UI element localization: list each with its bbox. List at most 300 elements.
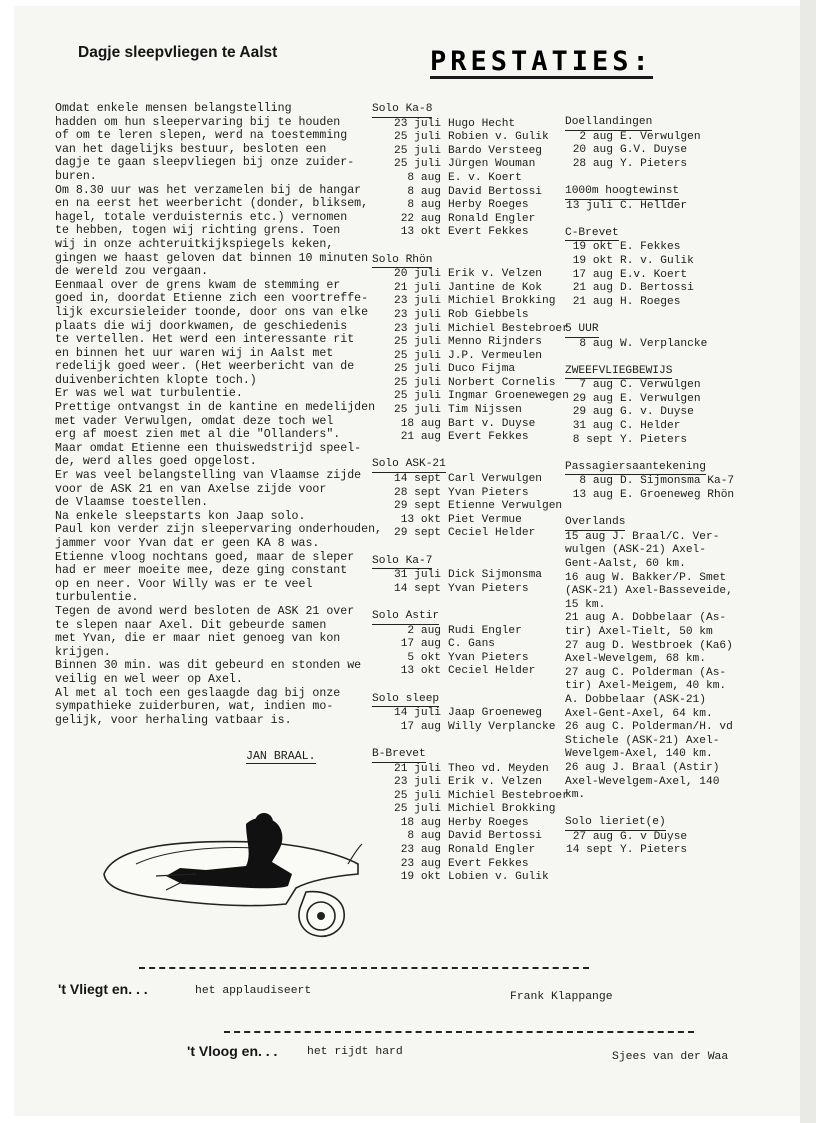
row-name: Michiel Brokking [448, 295, 556, 308]
prestatie-row [372, 638, 569, 652]
article-author: JAN BRAAL. [246, 750, 316, 763]
row-date: 13 okt [400, 513, 441, 526]
row-date: 5 okt [407, 651, 441, 664]
row-name: Ceciel Helder [448, 527, 536, 540]
article-line: van het dagelijks bestuur, besloten een [55, 142, 327, 156]
row-date: 25 juli [394, 803, 441, 816]
prestatie-row [372, 377, 569, 391]
row-date: 14 sept [394, 473, 441, 486]
row-date: 8 aug [579, 475, 613, 488]
row-date: 29 sept [394, 500, 441, 513]
row-name: David Bertossi [448, 830, 542, 843]
prestatie-text-line: 26 aug C. Polderman/H. vd [565, 721, 733, 734]
row-date: 8 aug [407, 185, 441, 198]
row-name: Ceciel Helder [448, 665, 536, 678]
prestatie-text-line: 27 aug C. Polderman (As- [565, 666, 727, 679]
footer-line1-bold: 't Vliegt en. . . [58, 981, 148, 997]
prestatie-row [565, 338, 734, 352]
prestatie-text-line: km. [565, 789, 586, 802]
row-date: 2 aug [407, 624, 441, 637]
prestatie-row [372, 776, 569, 790]
row-name: Etienne Verwulgen [448, 500, 563, 513]
section-heading: 5 UUR [565, 323, 599, 338]
article-line: hagel, totale verduisternis etc.) vernomen [55, 210, 348, 224]
row-name: Norbert Cornelis [448, 376, 556, 389]
article-line: Er was veel belangstelling van Vlaamse zijde [55, 469, 362, 483]
row-date: 23 juli [394, 295, 441, 308]
row-date: 23 juli [394, 308, 441, 321]
row-date: 23 juli [394, 776, 441, 789]
prestatie-row [372, 295, 569, 309]
row-date: 17 aug [572, 268, 613, 281]
row-date: 21 aug [400, 431, 441, 444]
article-line: duivenberichten klopte toch.) [55, 373, 257, 387]
prestatie-row [372, 817, 569, 831]
row-name: Jaap Groeneweg [448, 707, 542, 720]
row-name: Menno Rijnders [448, 336, 542, 349]
prestatie-row [565, 200, 734, 214]
prestatie-row [565, 241, 734, 255]
row-name: Lobien v. Gulik [448, 871, 549, 884]
prestatie-row [372, 707, 569, 721]
prestatie-text-line: Stichele (ASK-21) Axel- [565, 734, 720, 747]
prestatie-row [372, 858, 569, 872]
footer-divider-1 [139, 967, 589, 969]
row-name: Carl Verwulgen [448, 473, 542, 486]
row-name: Evert Fekkes [448, 226, 529, 239]
article-line: Paul kon verder zijn sleepervaring onderhouden, [55, 523, 382, 537]
article-line: te slepen naar Axel. Dit gebeurde samen [55, 618, 327, 632]
row-date: 25 juli [394, 404, 441, 417]
row-name: Jürgen Wouman [448, 158, 536, 171]
prestatie-section [565, 116, 734, 171]
prestatie-row [565, 844, 734, 858]
prestatie-section [372, 254, 569, 445]
article-line: de Vlaamse toestellen. [55, 496, 209, 510]
row-date: 13 okt [400, 226, 441, 239]
prestatie-row [372, 309, 569, 323]
section-heading: 1000m hoogtewinst [565, 185, 679, 200]
prestatie-row [372, 487, 569, 501]
row-name: Yvan Pieters [448, 582, 529, 595]
article-line: de wereld zou vergaan. [55, 265, 209, 279]
row-name: Y. Pieters [620, 844, 688, 857]
article-line: te vertellen. Het werd een interessante rit [55, 333, 355, 347]
row-date: 17 aug [400, 720, 441, 733]
article-line: te hebben, togen wij richting grens. Toen [55, 224, 341, 238]
row-date: 28 sept [394, 486, 441, 499]
prestatie-row [372, 431, 569, 445]
prestatie-row [372, 830, 569, 844]
article-line: krijgen. [55, 645, 111, 659]
row-date: 25 juli [394, 144, 441, 157]
prestatie-text-line: Axel-Wevelgem, 68 km. [565, 653, 706, 666]
prestatie-row [372, 323, 569, 337]
prestatie-row [372, 131, 569, 145]
row-date: 13 okt [400, 665, 441, 678]
article-line: had er meer moeite mee, deze ging constant [55, 564, 348, 578]
prestatie-row [372, 583, 569, 597]
prestatie-text-line: wulgen (ASK-21) Axel- [565, 544, 706, 557]
article-line: redelijk goed weer. (Het weerbericht van de [55, 360, 355, 374]
prestatie-text-line: 15 km. [565, 598, 606, 611]
row-name: Y. Pieters [620, 433, 688, 446]
row-date: 13 juli [566, 199, 613, 212]
row-name: Bart v. Duyse [448, 417, 536, 430]
row-date: 25 juli [394, 390, 441, 403]
row-date: 28 aug [572, 157, 613, 170]
section-heading: Solo Ka-7 [372, 555, 432, 570]
row-date: 8 aug [579, 337, 613, 350]
row-date: 21 juli [394, 762, 441, 775]
prestatie-row [372, 721, 569, 735]
row-name: Ronald Engler [448, 844, 536, 857]
prestatie-row [372, 527, 569, 541]
row-name: E.v. Koert [620, 268, 688, 281]
article-line: Maar omdat Etienne een thuiswedstrijd speel- [55, 441, 362, 455]
prestatie-row [372, 145, 569, 159]
section-heading: Passagiersaantekening [565, 461, 706, 476]
prestatie-text-line: 27 aug D. Westbroek (Ka6) [565, 639, 733, 652]
row-date: 25 juli [394, 376, 441, 389]
row-name: Yvan Pieters [448, 651, 529, 664]
row-name: E. v. Koert [448, 171, 522, 184]
prestatie-row [372, 118, 569, 132]
prestatie-section [565, 461, 734, 503]
prestatie-row [372, 418, 569, 432]
row-name: W. Verplancke [620, 337, 708, 350]
prestatie-section [372, 748, 569, 885]
prestatie-row [372, 790, 569, 804]
article-line: gingen we haast geloven dat binnen 10 minuten [55, 251, 369, 265]
prestatie-section [372, 555, 569, 597]
row-name: D. Bertossi [620, 282, 694, 295]
prestatie-section [372, 103, 569, 240]
prestaties-right-column [565, 116, 734, 872]
row-date: 18 aug [400, 816, 441, 829]
row-date: 25 juli [394, 336, 441, 349]
prestatie-row [372, 172, 569, 186]
row-date: 31 aug [572, 420, 613, 433]
prestatie-text-line: 16 aug W. Bakker/P. Smet [565, 571, 727, 584]
row-name: Bardo Versteeg [448, 144, 542, 157]
row-name: Michiel Brokking [448, 803, 556, 816]
article-line: veilig en wel weer op Axel. [55, 672, 243, 686]
row-name: Willy Verplancke [448, 720, 556, 733]
prestatie-row [565, 379, 734, 393]
row-date: 23 juli [394, 117, 441, 130]
row-date: 7 aug [579, 379, 613, 392]
row-date: 25 juli [394, 349, 441, 362]
prestatie-text-line: Wevelgem-Axel, 140 km. [565, 748, 713, 761]
prestatie-section [565, 365, 734, 448]
section-heading: Doellandingen [565, 116, 652, 131]
footer-line2-text: het rijdt hard [307, 1046, 403, 1058]
prestatie-row [372, 199, 569, 213]
section-heading: ZWEEFVLIEGBEWIJS [565, 365, 672, 380]
prestatie-section [372, 458, 569, 541]
prestatie-row [372, 390, 569, 404]
row-name: Evert Fekkes [448, 857, 529, 870]
row-date: 21 aug [572, 282, 613, 295]
row-date: 25 juli [394, 363, 441, 376]
prestatie-section [372, 610, 569, 679]
row-name: C. Verwulgen [620, 379, 701, 392]
prestatie-row [372, 158, 569, 172]
magazine-page [14, 6, 800, 1116]
prestatie-section [565, 816, 734, 858]
row-name: G. v. Duyse [620, 406, 694, 419]
section-heading: C-Brevet [565, 227, 619, 242]
prestatie-row [565, 158, 734, 172]
article-line: Prettige ontvangst in de kantine en medelijden [55, 401, 376, 415]
row-date: 25 juli [394, 131, 441, 144]
row-date: 23 aug [400, 857, 441, 870]
row-name: E. Groeneweg Rhön [620, 489, 735, 502]
row-name: Michiel Bestebroer [448, 789, 569, 802]
article-line: Tegen de avond werd besloten de ASK 21 over [55, 604, 355, 618]
prestatie-section [565, 185, 734, 213]
prestatie-section [372, 693, 569, 735]
article-line: Etienne vloog nochtans goed, maar de sleper [55, 550, 355, 564]
article-line: Eenmaal over de grens kwam de stemming er [55, 278, 341, 292]
article-line: erg af moest zien met al die "Ollanders". [55, 428, 341, 442]
prestaties-left-column [372, 103, 569, 898]
row-date: 21 aug [572, 295, 613, 308]
row-name: Piet Vermue [448, 513, 522, 526]
prestatie-text-line: tir) Axel-Tielt, 50 km [565, 625, 713, 638]
prestaties-title: PRESTATIES: [430, 46, 653, 77]
article-line: goed in, doordat Etienne zich een voortreffe- [55, 292, 369, 306]
row-name: Jantine de Kok [448, 281, 542, 294]
prestatie-row [372, 282, 569, 296]
row-date: 14 juli [394, 707, 441, 720]
prestatie-row [565, 296, 734, 310]
row-date: 19 okt [572, 254, 613, 267]
section-heading: Solo ASK-21 [372, 458, 446, 473]
prestatie-row [565, 420, 734, 434]
section-heading: Solo lieriet(e) [565, 816, 666, 831]
prestatie-row [372, 226, 569, 240]
row-date: 8 aug [407, 199, 441, 212]
article-line: Omdat enkele mensen belangstelling [55, 102, 292, 115]
row-name: G.V. Duyse [620, 144, 688, 157]
article-line: Na enkele sleepstarts kon Jaap solo. [55, 509, 306, 523]
article-line: hadden om hun sleepervaring bij te houden [55, 115, 341, 129]
footer-line1-signature: Frank Klappange [510, 991, 613, 1003]
row-name: Hugo Hecht [448, 117, 516, 130]
prestatie-row [372, 665, 569, 679]
prestatie-section [565, 323, 734, 351]
article-line: met vader Verwulgen, omdat deze toch wel [55, 414, 334, 428]
prestatie-row [565, 831, 734, 845]
row-name: E. Verwulgen [620, 130, 701, 143]
prestatie-row [372, 514, 569, 528]
article-line: en na eerst het weerbericht (donder, bliksem, [55, 197, 369, 211]
row-date: 14 sept [566, 844, 613, 857]
row-name: E. Fekkes [620, 241, 681, 254]
row-name: Yvan Pieters [448, 486, 529, 499]
prestatie-row [565, 489, 734, 503]
prestatie-row [372, 763, 569, 777]
row-name: Rob Giebbels [448, 308, 529, 321]
prestatie-row [372, 336, 569, 350]
prestatie-section [565, 227, 734, 310]
row-date: 8 aug [407, 830, 441, 843]
row-name: Erik v. Velzen [448, 268, 542, 281]
prestatie-text-line: A. Dobbelaar (ASK-21) [565, 693, 706, 706]
row-date: 20 aug [572, 144, 613, 157]
article-line: buren. [55, 169, 97, 183]
prestatie-row [372, 500, 569, 514]
prestatie-text-line: Axel-Gent-Axel, 64 km. [565, 707, 713, 720]
row-date: 19 okt [572, 241, 613, 254]
prestatie-row [372, 625, 569, 639]
footer-line2-signature: Sjees van der Waa [612, 1051, 729, 1063]
row-name: G. v Duyse [620, 830, 688, 843]
row-name: Herby Roeges [448, 199, 529, 212]
article-title: Dagje sleepvliegen te Aalst [78, 44, 278, 61]
row-name: Erik v. Velzen [448, 776, 542, 789]
row-name: Herby Roeges [448, 816, 529, 829]
prestatie-row [565, 131, 734, 145]
page-edge [800, 0, 816, 1123]
section-heading: Solo sleep [372, 693, 439, 708]
article-line: de, werd alles goed opgelost. [55, 455, 257, 469]
article-line: turbulentie. [55, 591, 139, 605]
prestatie-text-line: Gent-Aalst, 60 km. [565, 558, 686, 570]
prestatie-row [372, 186, 569, 200]
prestatie-row [372, 404, 569, 418]
row-date: 21 juli [394, 281, 441, 294]
prestatie-row [565, 282, 734, 296]
footer-divider-2 [224, 1031, 694, 1033]
row-name: R. v. Gulik [620, 254, 694, 267]
prestatie-row [372, 363, 569, 377]
row-name: E. Verwulgen [620, 392, 701, 405]
row-date: 20 juli [394, 268, 441, 281]
article-line: sympathieke zuiderburen, wat, indien mo- [55, 700, 334, 714]
article-line: met Yvan, die er maar niet genoeg van kon [55, 632, 341, 646]
row-date: 23 aug [400, 844, 441, 857]
footer-line2-bold: 't Vloog en. . . [187, 1043, 278, 1059]
prestatie-row [372, 844, 569, 858]
row-name: Duco Fijma [448, 363, 516, 376]
row-date: 18 aug [400, 417, 441, 430]
row-name: Ingmar Groenewegen [448, 390, 569, 403]
article-line: en binnen het uur waren wij in Aalst met [55, 346, 334, 360]
prestatie-row [565, 393, 734, 407]
footer-line1-text: het applaudiseert [195, 985, 312, 997]
prestatie-row [372, 871, 569, 885]
article-line: op en neer. Voor Willy was er te veel [55, 577, 313, 591]
row-name: H. Roeges [620, 295, 681, 308]
row-date: 29 aug [572, 406, 613, 419]
prestatie-row [565, 434, 734, 448]
prestatie-row [565, 406, 734, 420]
prestatie-section [565, 516, 734, 802]
row-name: C. Helder [620, 420, 681, 433]
article-body [55, 102, 382, 727]
article-line: dagje te gaan sleepvliegen bij onze zuider- [55, 156, 355, 170]
row-date: 29 aug [572, 392, 613, 405]
row-date: 8 sept [572, 433, 613, 446]
row-name: Y. Pieters [620, 157, 688, 170]
row-name: C. Hellder [620, 199, 688, 212]
prestatie-text-line: tir) Axel-Meigem, 40 km. [565, 680, 727, 693]
row-date: 22 aug [400, 212, 441, 225]
row-date: 2 aug [579, 130, 613, 143]
prestatie-row [372, 569, 569, 583]
row-date: 17 aug [400, 638, 441, 651]
row-date: 19 okt [400, 871, 441, 884]
row-name: Ronald Engler [448, 212, 536, 225]
section-heading: Solo Ka-8 [372, 103, 432, 118]
row-name: C. Gans [448, 638, 495, 651]
article-line: Er was wel wat turbulentie. [55, 387, 243, 401]
row-date: 23 juli [394, 322, 441, 335]
prestatie-row [372, 652, 569, 666]
article-line: of om te leren slepen, werd na toestemming [55, 129, 348, 143]
row-name: Robien v. Gulik [448, 131, 549, 144]
row-name: Rudi Engler [448, 624, 522, 637]
article-line: Om 8.30 uur was het verzamelen bij de hangar [55, 183, 362, 197]
prestatie-text-line: 21 aug A. Dobbelaar (As- [565, 612, 727, 625]
row-name: Tim Nijssen [448, 404, 522, 417]
prestatie-row [372, 350, 569, 364]
section-heading: Solo Astir [372, 610, 439, 625]
row-name: David Bertossi [448, 185, 542, 198]
row-name: J.P. Vermeulen [448, 349, 542, 362]
article-line: Binnen 30 min. was dit gebeurd en stonden we [55, 659, 362, 673]
row-date: 14 sept [394, 582, 441, 595]
row-date: 8 aug [407, 171, 441, 184]
prestatie-row [372, 803, 569, 817]
article-line: wij in onze achteruitkijkspiegels keken, [55, 237, 334, 251]
row-name: Michiel Bestebroer [448, 322, 569, 335]
prestatie-row [372, 213, 569, 227]
row-name: Theo vd. Meyden [448, 762, 549, 775]
row-date: 29 sept [394, 527, 441, 540]
row-name: Dick Sijmonsma [448, 569, 542, 582]
article-line: gelijk, voor herhaling vatbaar is. [55, 713, 292, 727]
prestatie-text-line: 15 aug J. Braal/C. Ver- [565, 530, 720, 543]
section-heading: Solo Rhön [372, 254, 432, 269]
prestatie-row [565, 255, 734, 269]
row-date: 31 juli [394, 569, 441, 582]
row-date: 25 juli [394, 158, 441, 171]
row-name: D. Sijmonsma Ka-7 [620, 475, 735, 488]
prestatie-row [565, 475, 734, 489]
prestatie-row [565, 144, 734, 158]
row-date: 13 aug [572, 489, 613, 502]
section-heading: Overlands [565, 516, 625, 531]
article-line: plaats die wij doorkwamen, de geschiedenis [55, 319, 348, 333]
section-heading: B-Brevet [372, 748, 426, 763]
row-name: Evert Fekkes [448, 431, 529, 444]
prestatie-row [372, 268, 569, 282]
glider-cockpit-illustration [96, 804, 366, 954]
article-line: voor de ASK 21 en van Axelse zijde voor [55, 482, 327, 496]
article-line: lijk excursieleider toonde, door ons van elke [55, 305, 369, 319]
row-date: 25 juli [394, 789, 441, 802]
article-line: jammer voor Yvan dat er geen KA 8 was. [55, 537, 320, 550]
prestatie-row [372, 473, 569, 487]
prestatie-text-line: (ASK-21) Axel-Basseveide, [565, 585, 733, 598]
row-date: 27 aug [572, 830, 613, 843]
prestatie-row [565, 269, 734, 283]
prestatie-text-line: 26 aug J. Braal (Astir) [565, 761, 720, 774]
